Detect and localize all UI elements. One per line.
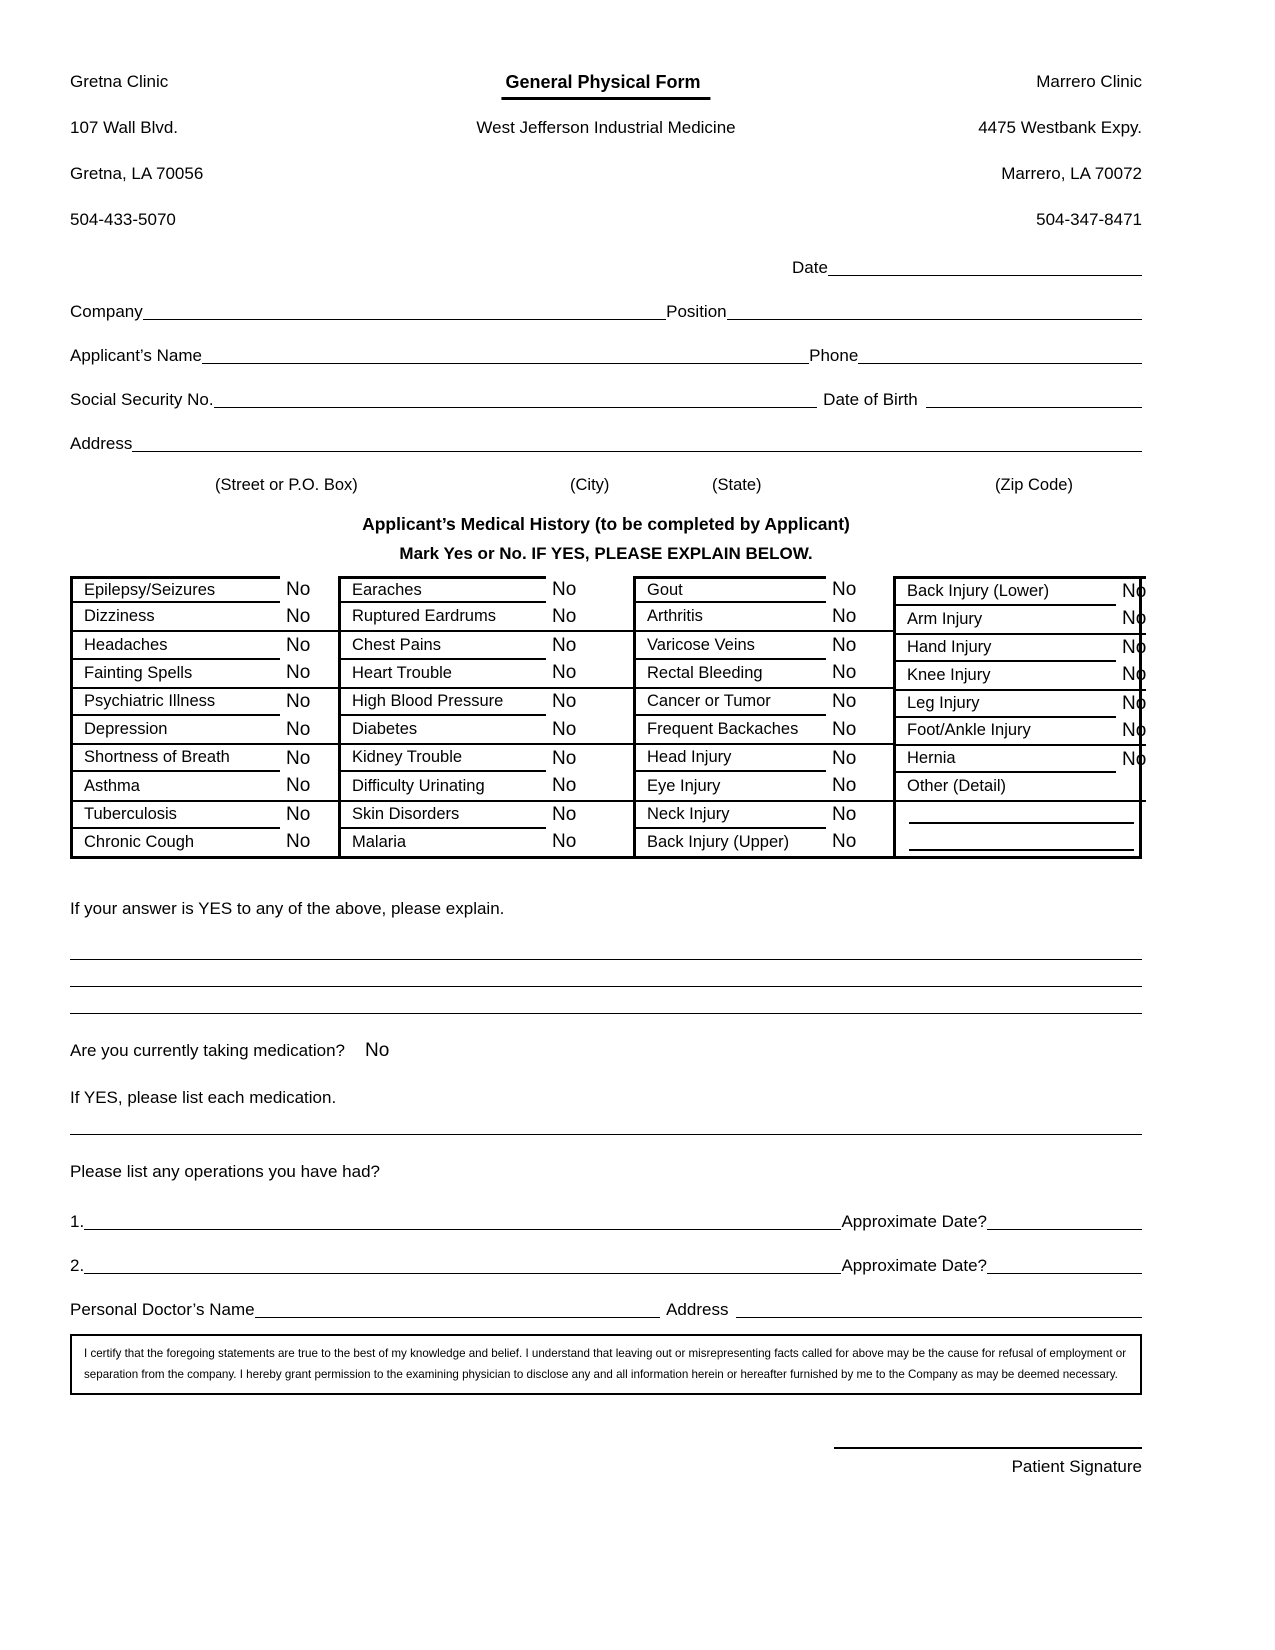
condition-answer[interactable]: No [552,747,577,769]
form-title: General Physical Form [501,72,710,100]
medical-history-row [73,716,338,745]
medical-history-row [896,773,1146,802]
medication-question-row [70,1040,1142,1068]
medical-history-row [341,660,633,689]
condition-label: High Blood Pressure [341,689,546,716]
right-clinic-address: 4475 Westbank Expy. [978,118,1142,137]
condition-answer[interactable]: No [552,804,577,826]
left-clinic-address: 107 Wall Blvd. [70,118,179,137]
address-row [70,432,1142,454]
condition-answer[interactable]: No [832,831,857,853]
condition-label: Knee Injury [907,665,991,684]
condition-answer[interactable]: No [552,718,577,740]
medical-history-instruction: Mark Yes or No. IF YES, PLEASE EXPLAIN BELOW. [399,544,813,563]
medical-history-row [896,576,1146,606]
approx-date-label-1: Approximate Date? [841,1212,987,1231]
medical-history-row [636,829,893,856]
medical-history-row [636,802,893,829]
medical-history-title: Applicant’s Medical History (to be completed by Applicant) [362,514,850,534]
medical-history-row [896,691,1146,718]
condition-answer[interactable]: No [832,605,857,627]
medical-history-row [341,632,633,659]
operation-2-field[interactable] [84,1273,841,1274]
header-row-4 [70,210,1142,232]
condition-label: Diabetes [352,720,418,739]
condition-answer[interactable]: No [832,718,857,740]
medical-history-row [636,772,893,801]
medication-list-prompt: If YES, please list each medication. [70,1088,337,1107]
condition-answer[interactable]: No [286,635,311,656]
medication-question: Are you currently taking medication? [70,1041,345,1060]
explain-line-1[interactable] [70,933,1142,960]
condition-label: Head Injury [636,745,826,772]
date-field[interactable] [828,275,1142,276]
medical-history-row [896,802,1146,829]
condition-label: Back Injury (Upper) [647,832,790,851]
medical-history-row [636,689,893,716]
date-row [792,256,1142,278]
condition-answer[interactable]: No [1122,581,1147,603]
condition-label: Difficulty Urinating [352,776,485,795]
medical-history-row [341,716,633,745]
explain-line-2[interactable] [70,960,1142,987]
applicant-name-field[interactable] [202,363,809,364]
company-position-row [70,300,1142,322]
condition-label: Headaches [73,632,280,659]
position-label: Position [666,302,727,321]
condition-answer[interactable]: No [832,662,857,684]
doctor-name-label: Personal Doctor’s Name [70,1300,255,1319]
practice-name: West Jefferson Industrial Medicine [476,118,736,137]
medical-history-row [341,576,633,603]
condition-label: Arthritis [647,607,703,626]
medical-history-row [341,829,633,856]
operation-row-2 [70,1250,1142,1276]
condition-label: Fainting Spells [84,663,193,682]
position-field[interactable] [727,319,1142,320]
medical-history-row [896,606,1146,635]
left-clinic-phone: 504-433-5070 [70,210,176,229]
condition-label: Chest Pains [341,632,546,659]
condition-answer[interactable]: No [1122,719,1147,741]
approx-date-label-2: Approximate Date? [841,1256,987,1275]
condition-answer[interactable]: No [286,605,311,627]
medical-history-row [636,660,893,689]
operation-1-field[interactable] [84,1229,841,1230]
medical-history-row [73,603,338,632]
condition-answer[interactable]: No [832,578,857,600]
condition-answer[interactable]: No [832,747,857,769]
condition-label: Tuberculosis [73,802,280,829]
certification-box [70,1334,1142,1395]
condition-label: Varicose Veins [636,632,826,659]
medical-history-column-4 [893,576,1146,856]
condition-label: Depression [84,720,168,739]
patient-signature-line[interactable] [834,1447,1142,1449]
medical-history-row [896,662,1146,691]
medical-history-row [341,802,633,829]
condition-answer[interactable]: No [552,662,577,684]
condition-answer[interactable]: No [1122,637,1147,659]
medical-history-row [636,603,893,632]
condition-label: Malaria [352,832,407,851]
medical-history-row [896,829,1146,856]
condition-answer[interactable]: No [286,775,311,797]
state-sublabel: (State) [712,476,762,494]
medical-history-row [636,576,893,603]
condition-answer[interactable]: No [552,578,577,600]
condition-answer[interactable]: No [552,831,577,853]
condition-label: Back Injury (Lower) [896,579,1116,606]
medical-history-row [73,829,338,856]
condition-label: Heart Trouble [352,663,452,682]
medical-history-row [896,635,1146,662]
medical-history-column-3 [633,576,893,856]
medical-history-row [73,745,338,772]
right-clinic-phone: 504-347-8471 [1036,210,1142,229]
street-sublabel: (Street or P.O. Box) [215,476,358,494]
condition-answer[interactable]: No [286,718,311,740]
header-row-3 [70,164,1142,186]
patient-signature-label: Patient Signature [1011,1456,1142,1476]
condition-answer[interactable]: No [832,775,857,797]
condition-answer[interactable]: No [1122,693,1147,715]
medical-history-row [73,772,338,801]
condition-answer[interactable]: No [286,691,311,713]
right-clinic-name: Marrero Clinic [1036,72,1142,91]
condition-answer[interactable]: No [286,662,311,684]
medical-history-row [636,632,893,659]
medical-history-row [636,716,893,745]
condition-answer[interactable]: No [832,804,857,826]
condition-label: Other (Detail) [907,777,1007,796]
medical-history-row [896,718,1146,747]
medical-history-column-1 [73,576,338,856]
medical-history-row [341,603,633,632]
condition-label: Earaches [341,576,546,603]
city-sublabel: (City) [570,476,610,494]
form-content [70,0,1147,1479]
condition-answer[interactable]: No [286,747,311,769]
condition-answer[interactable]: No [832,635,857,656]
condition-label: Skin Disorders [341,802,546,829]
header-row-2 [70,118,1142,140]
condition-label: Foot/Ankle Injury [907,721,1031,740]
medical-history-row [896,746,1146,773]
doctor-address-label: Address [666,1300,729,1319]
condition-label: Eye Injury [647,776,721,795]
operation-row-1 [70,1206,1142,1232]
operations-prompt: Please list any operations you have had? [70,1162,380,1181]
applicant-name-label: Applicant’s Name [70,346,202,365]
approx-date-2-field[interactable] [987,1273,1142,1274]
medical-history-row [73,802,338,829]
date-label: Date [792,258,828,277]
condition-label: Neck Injury [636,802,826,829]
address-sublabels [70,476,1142,498]
ssn-label: Social Security No. [70,390,214,409]
doctor-name-field[interactable] [255,1317,661,1318]
condition-label: Frequent Backaches [647,720,799,739]
condition-answer[interactable]: No [832,691,857,713]
condition-answer[interactable]: No [1122,664,1147,686]
condition-label: Arm Injury [907,609,983,628]
address-label: Address [70,434,133,453]
dob-field[interactable] [926,407,1142,408]
condition-answer[interactable]: No [286,804,311,826]
medication-answer[interactable]: No [364,1040,390,1061]
condition-label: Ruptured Eardrums [352,607,496,626]
approx-date-1-field[interactable] [987,1229,1142,1230]
explain-line-3[interactable] [70,987,1142,1014]
medical-history-column-2 [338,576,633,856]
name-phone-row [70,344,1142,366]
operation-1-number: 1. [70,1212,85,1231]
medical-history-row [341,745,633,772]
condition-label: Asthma [84,776,140,795]
doctor-row [70,1294,1142,1320]
condition-label: Gout [636,576,826,603]
doctor-address-field[interactable] [736,1317,1142,1318]
dob-label: Date of Birth [823,390,918,409]
condition-answer[interactable]: No [552,635,577,656]
medical-history-row [341,689,633,716]
condition-label: Leg Injury [896,691,1116,718]
condition-answer[interactable]: No [1122,608,1147,630]
medical-history-row [73,632,338,659]
condition-answer[interactable]: No [1122,748,1147,770]
medical-history-table [70,576,1147,859]
condition-label: Kidney Trouble [341,745,546,772]
operation-2-number: 2. [70,1256,85,1275]
medical-history-row [73,660,338,689]
left-clinic-city: Gretna, LA 70056 [70,164,204,183]
condition-label: Dizziness [84,607,155,626]
certification-text: I certify that the foregoing statements are true to the best of my knowledge and belief. I understand that leaving out or misrepresenting facts called for above may be the cause for refusal of employment or separation from the company. I hereby grant permission to the examining physician to disclose any and all information herein or hereafter furnished by me to the Company as may be deemed necessary. [84,1347,1127,1382]
phone-label: Phone [809,346,859,365]
condition-label: Hand Injury [896,635,1116,662]
right-clinic-city: Marrero, LA 70072 [1001,164,1142,183]
condition-answer[interactable]: No [552,605,577,627]
medical-history-row [341,772,633,801]
condition-answer[interactable]: No [552,775,577,797]
condition-label: Epilepsy/Seizures [73,576,280,603]
medical-history-row [73,689,338,716]
medical-history-row [636,745,893,772]
condition-label: Rectal Bleeding [647,663,763,682]
other-detail-blank-line[interactable] [909,822,1134,824]
condition-label: Chronic Cough [84,832,195,851]
medication-list-line[interactable] [70,1110,1142,1135]
condition-label: Hernia [896,746,1116,773]
header-row-1 [70,72,1142,94]
company-label: Company [70,302,143,321]
condition-label: Shortness of Breath [73,745,280,772]
explain-prompt: If your answer is YES to any of the above, please explain. [70,899,505,918]
condition-answer[interactable]: No [286,831,311,853]
medical-history-row [73,576,338,603]
left-clinic-name: Gretna Clinic [70,72,169,91]
phone-field[interactable] [858,363,1142,364]
condition-answer[interactable]: No [552,691,577,713]
zip-sublabel: (Zip Code) [995,476,1073,494]
condition-label: Psychiatric Illness [73,689,280,716]
address-field[interactable] [132,451,1142,452]
condition-label: Cancer or Tumor [636,689,826,716]
ssn-dob-row [70,388,1142,410]
ssn-field[interactable] [214,407,818,408]
condition-answer[interactable]: No [286,578,311,600]
other-detail-blank-line[interactable] [909,849,1134,851]
company-field[interactable] [143,319,666,320]
